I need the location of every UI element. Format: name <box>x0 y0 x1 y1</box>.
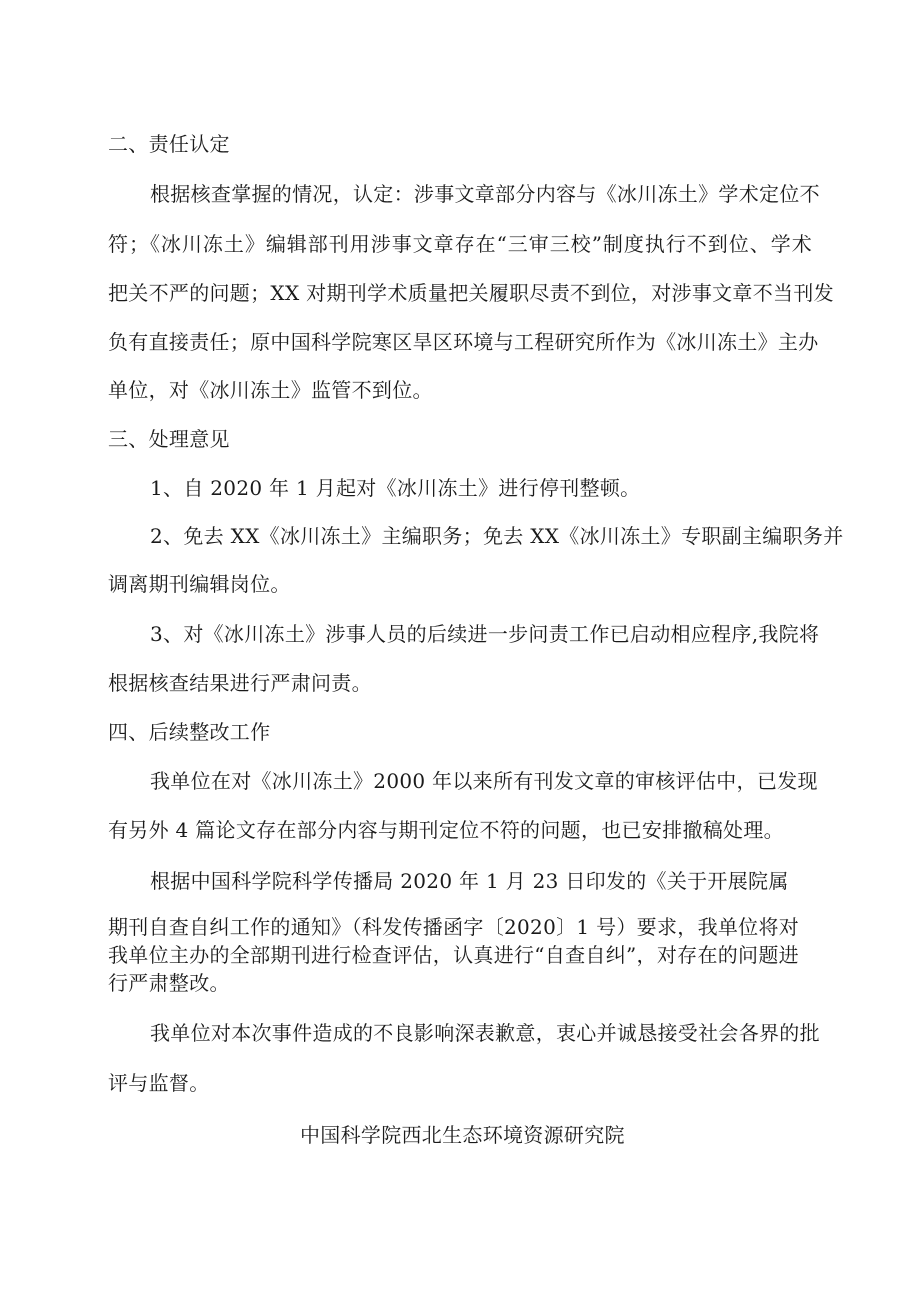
paragraph-line: 根据中国科学院科学传播局 2020 年 1 月 23 日印发的《关于开展院属 <box>150 869 789 893</box>
signature-institution: 中国科学院西北生态环境资源研究院 <box>300 1123 625 1147</box>
paragraph-line: 有另外 4 篇论文存在部分内容与期刊定位不符的问题，也已安排撤稿处理。 <box>108 818 784 842</box>
section-heading-responsibility: 二、责任认定 <box>108 132 230 156</box>
list-item-line: 3、对《冰川冻土》涉事人员的后续进一步问责工作已启动相应程序,我院将 <box>150 622 820 646</box>
paragraph-line: 根据核查掌握的情况，认定：涉事文章部分内容与《冰川冻土》学术定位不 <box>150 182 820 206</box>
list-item-line: 调离期刊编辑岗位。 <box>108 572 291 596</box>
paragraph-line: 我单位在对《冰川冻土》2000 年以来所有刊发文章的审核评估中，已发现 <box>150 769 818 793</box>
paragraph-line: 我单位对本次事件造成的不良影响深表歉意，衷心并诚恳接受社会各界的批 <box>150 1021 820 1045</box>
paragraph-line: 期刊自查自纠工作的通知》（科发传播函字〔2020〕1 号）要求，我单位将对 <box>108 915 800 939</box>
paragraph-line: 评与监督。 <box>108 1071 210 1095</box>
paragraph-line: 我单位主办的全部期刊进行检查评估，认真进行“自查自纠”，对存在的问题进 <box>108 943 799 967</box>
paragraph-line: 行严肃整改。 <box>108 971 230 995</box>
paragraph-line: 单位，对《冰川冻土》监管不到位。 <box>108 378 433 402</box>
paragraph-line: 负有直接责任；原中国科学院寒区旱区环境与工程研究所作为《冰川冻土》主办 <box>108 330 819 354</box>
section-heading-rectification: 四、后续整改工作 <box>108 720 271 744</box>
list-item-line: 根据核查结果进行严肃问责。 <box>108 671 372 695</box>
paragraph-line: 符；《冰川冻土》编辑部刊用涉事文章存在“三审三校”制度执行不到位、学术 <box>108 232 812 256</box>
list-item-line: 2、免去 XX《冰川冻土》主编职务；免去 XX《冰川冻土》专职副主编职务并 <box>150 524 844 548</box>
paragraph-line: 把关不严的问题；XX 对期刊学术质量把关履职尽责不到位，对涉事文章不当刊发 <box>108 281 834 305</box>
section-heading-handling: 三、处理意见 <box>108 427 230 451</box>
list-item-line: 1、自 2020 年 1 月起对《冰川冻土》进行停刊整顿。 <box>150 476 641 500</box>
